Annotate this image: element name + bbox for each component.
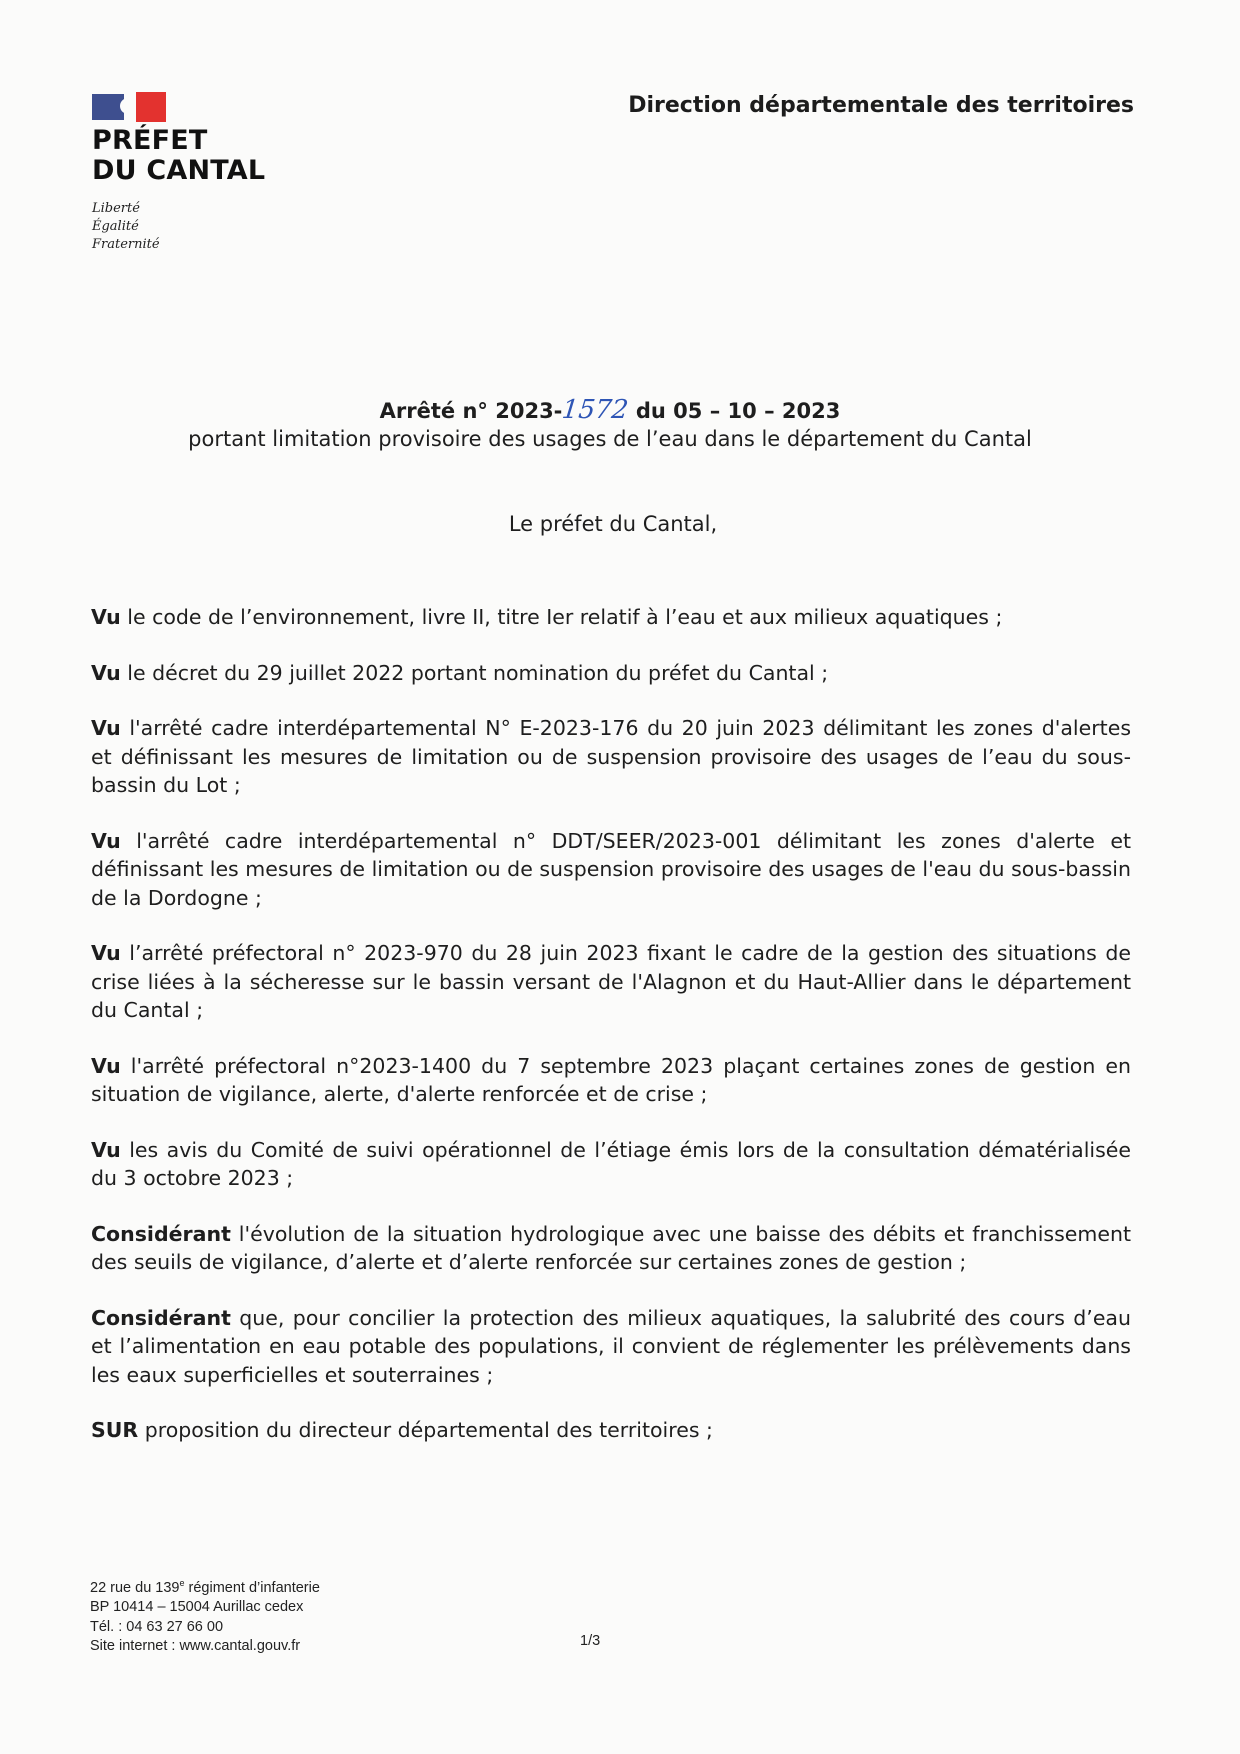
visa-lead: Vu	[91, 828, 121, 853]
visa-text: l’arrêté préfectoral n° 2023-970 du 28 juin 2023 fixant le cadre de la gestion des situations de crise liées à la sécheresse sur le bassin versant de l'Alagnon et du Haut-Allier dans le département du Cantal ;	[91, 941, 1131, 1022]
decree-date: du 05 – 10 – 2023	[635, 399, 841, 423]
motto-line: Égalité	[92, 219, 139, 234]
visa-text: l'arrêté préfectoral n°2023-1400 du 7 septembre 2023 plaçant certaines zones de gestion en situation de vigilance, alerte, d'alerte renforcée et de crise ;	[91, 1053, 1131, 1106]
footer-address	[90, 1574, 320, 1657]
footer-tel: Tél. : 04 63 27 66 00	[90, 1618, 224, 1635]
visa-lead: Vu	[91, 1053, 121, 1078]
considerant-paragraph	[91, 1304, 1131, 1390]
decree-prefix: Arrêté n° 2023-	[379, 399, 563, 423]
visa-paragraph	[91, 827, 1131, 913]
service-name: Direction départementale des territoires	[628, 93, 1134, 118]
motto-line: Liberté	[92, 201, 140, 216]
visa-paragraph	[91, 1136, 1131, 1193]
visa-text: les avis du Comité de suivi opérationnel de l’étiage émis lors de la consultation dématérialisée du 3 octobre 2023 ;	[91, 1137, 1131, 1190]
motto-line: Fraternité	[92, 237, 160, 252]
visa-text: l'arrêté cadre interdépartemental N° E-2023-176 du 20 juin 2023 délimitant les zones d'alertes et définissant les mesures de limitation ou de suspension provisoire des usages de l’eau du sous-bassin du Lot ;	[91, 716, 1131, 797]
footer-street	[90, 1574, 320, 1598]
page-number: 1/3	[580, 1633, 601, 1649]
visa-lead: Considérant	[91, 1305, 231, 1330]
footer-bp: BP 10414 – 15004 Aurillac cedex	[90, 1599, 304, 1616]
visa-lead: SUR	[91, 1418, 139, 1442]
addressee: Le préfet du Cantal,	[508, 512, 718, 536]
marianne-emblem-icon	[92, 92, 168, 122]
decree-subtitle: portant limitation provisoire des usages de l’eau dans le département du Cantal	[188, 427, 1032, 451]
prefect-name: PRÉFET DU CANTAL	[92, 125, 266, 186]
visa-text: l'évolution de la situation hydrologique avec une baisse des débits et franchissement des seuils de vigilance, d’alerte et d’alerte renforcée sur certaines zones de gestion ;	[91, 1221, 1131, 1274]
handwritten-number: 1572	[560, 395, 631, 425]
street-name: régiment d’infanterie	[184, 1579, 320, 1596]
visa-lead: Considérant	[91, 1221, 231, 1246]
visa-text: proposition du directeur départemental des territoires ;	[138, 1418, 713, 1442]
decree-title	[0, 396, 1220, 453]
republic-motto	[92, 200, 265, 254]
visa-paragraph	[91, 603, 1131, 632]
visa-paragraph	[91, 939, 1131, 1025]
footer-site: Site internet : www.cantal.gouv.fr	[90, 1638, 301, 1655]
visa-lead: Vu	[91, 660, 121, 685]
street-number: 22 rue du 139	[90, 1579, 180, 1596]
visa-paragraph	[91, 1052, 1131, 1109]
prefecture-logo	[92, 92, 265, 254]
visa-lead: Vu	[91, 941, 121, 965]
visa-paragraph	[91, 714, 1131, 800]
decree-number-line	[0, 396, 1220, 425]
visas-list	[91, 603, 1131, 1472]
considerant-paragraph	[91, 1220, 1131, 1277]
visa-text: le code de l’environnement, livre II, titre Ier relatif à l’eau et aux milieux aquatiques ;	[120, 605, 1003, 629]
ordinal-suffix: e	[179, 1578, 185, 1588]
visa-lead: Vu	[91, 1137, 121, 1162]
visa-text: l'arrêté cadre interdépartemental n° DDT/SEER/2023-001 délimitant les zones d'alerte et définissant les mesures de limitation ou de suspension provisoire des usages de l'eau du sous-bassin de la Dordogne ;	[91, 828, 1131, 910]
proposal-paragraph	[91, 1416, 1131, 1445]
visa-paragraph	[91, 659, 1131, 688]
visa-lead: Vu	[91, 716, 121, 740]
visa-text: que, pour concilier la protection des milieux aquatiques, la salubrité des cours d’eau et l’alimentation en eau potable des populations, il convient de réglementer les prélèvements dans les eaux superficielles et souterraines ;	[91, 1305, 1131, 1387]
visa-lead: Vu	[91, 605, 121, 629]
visa-text: le décret du 29 juillet 2022 portant nomination du préfet du Cantal ;	[120, 660, 829, 685]
